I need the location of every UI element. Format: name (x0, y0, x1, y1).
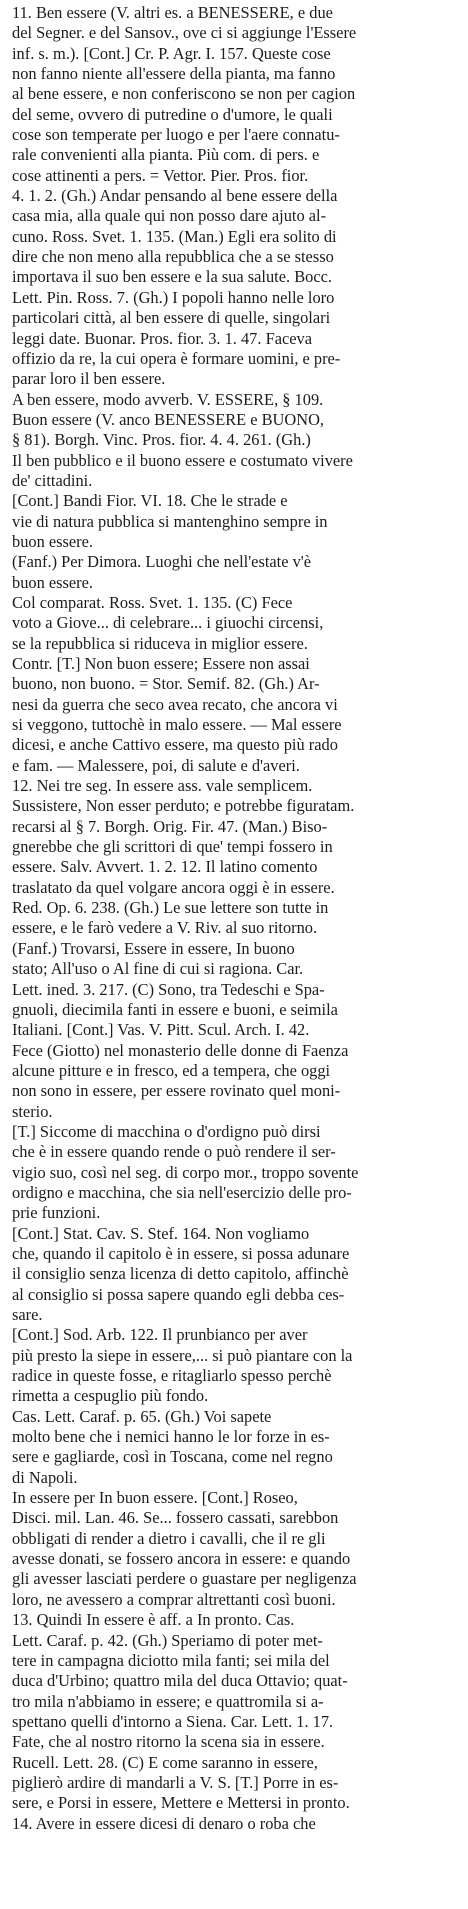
text-line: recarsi al § 7. Borgh. Orig. Fir. 47. (Man.) Biso- (12, 816, 328, 836)
text-line: 14. Avere in essere dicesi di denaro o roba che (12, 1813, 316, 1833)
text-line: non sono in essere, per essere rovinato quel moni- (12, 1081, 341, 1101)
text-line: rimetta a cespuglio più fondo. (12, 1386, 209, 1406)
text-line: In essere per In buon essere. [Cont.] Roseo, (12, 1488, 298, 1508)
text-line: voto a Giove... di celebrare... i giuochi circensi, (12, 613, 324, 633)
text-line: Cas. Lett. Caraf. p. 65. (Gh.) Voi sapete (12, 1406, 272, 1426)
text-line: importava il suo ben essere e la sua salute. Bocc. (12, 267, 332, 287)
text-line: offizio da re, la cui opera è formare uomini, e pre- (12, 348, 341, 368)
text-line: obbligati di render a dietro i cavalli, che il re gli (12, 1528, 326, 1548)
text-line: avesse donati, se fossero ancora in essere: e quando (12, 1549, 351, 1569)
text-line: § 81). Borgh. Vinc. Pros. fior. 4. 4. 261. (Gh.) (12, 430, 311, 450)
text-line: che, quando il capitolo è in essere, si possa adunare (12, 1243, 350, 1263)
text-line: tro mila n'abbiamo in essere; e quattromila si a- (12, 1691, 324, 1711)
text-line: gnerebbe che gli scrittori di que' tempi fossero in (12, 837, 333, 857)
text-line: particolari città, al ben essere di quelle, singolari (12, 308, 331, 328)
text-line: gnuoli, diecimila fanti in essere e buoni, e seimila (12, 999, 338, 1019)
text-line: Lett. ined. 3. 217. (C) Sono, tra Tedeschi e Spa- (12, 979, 325, 999)
text-line: (Fanf.) Trovarsi, Essere in essere, In buono (12, 938, 295, 958)
text-line: al consiglio si possa sapere quando egli debba ces- (12, 1284, 345, 1304)
text-line: Fate, che al nostro ritorno la scena sia in essere. (12, 1732, 325, 1752)
text-line: essere, e le farò vedere a V. Riv. al suo ritorno. (12, 918, 318, 938)
text-line: nesi da guerra che seco avea recato, che ancora vi (12, 694, 338, 714)
text-line: buono, non buono. = Stor. Semif. 82. (Gh.) Ar- (12, 674, 320, 694)
text-line: sere e gagliarde, così in Toscana, come nel regno (12, 1447, 333, 1467)
text-line: loro, ne avessero a comprar altrettanti così buoni. (12, 1589, 336, 1609)
text-line: e fam. — Malessere, poi, di salute e d'averi. (12, 755, 300, 775)
text-line: Italiani. [Cont.] Vas. V. Pitt. Scul. Arch. I. 42. (12, 1020, 310, 1040)
text-line: spettano quelli d'intorno a Siena. Car. Lett. 1. 17. (12, 1711, 334, 1731)
text-line: alcune pitture e in fresco, ed a tempera, che oggi (12, 1060, 331, 1080)
text-line: il consiglio senza licenza di detto capitolo, affinchè (12, 1264, 349, 1284)
text-line: al bene essere, e non conferiscono se non per cagion (12, 84, 356, 104)
text-line: non fanno niente all'essere della pianta, ma fanno (12, 64, 336, 84)
text-line: 11. Ben essere (V. altri es. a BENESSERE, e due (12, 3, 333, 22)
text-line: leggi date. Buonar. Pros. fior. 3. 1. 47. Faceva (12, 328, 312, 348)
text-line: cuno. Ross. Svet. 1. 135. (Man.) Egli era solito di (12, 226, 337, 246)
text-line: rale convenienti alla pianta. Più com. di pers. e (12, 145, 320, 165)
text-line: buon essere. (12, 572, 94, 592)
text-line: Lett. Pin. Ross. 7. (Gh.) I popoli hanno nelle loro (12, 287, 335, 307)
text-line: [T.] Siccome di macchina o d'ordigno può dirsi (12, 1121, 321, 1141)
text-line: tere in campagna diciotto mila fanti; sei mila del (12, 1650, 330, 1670)
text-line: traslatato da quel volgare ancora oggi è in essere. (12, 877, 335, 897)
text-line: [Cont.] Stat. Cav. S. Stef. 164. Non vogliamo (12, 1223, 310, 1243)
text-line: Sussistere, Non esser perduto; e potrebbe figuratam. (12, 796, 355, 816)
text-line: Col comparat. Ross. Svet. 1. 135. (C) Fece (12, 592, 293, 612)
text-line: 12. Nei tre seg. In essere ass. vale semplicem. (12, 776, 313, 796)
text-line: Contr. [T.] Non buon essere; Essere non assai (12, 654, 310, 673)
text-line: casa mia, alla quale qui non posso dare ajuto al- (12, 206, 327, 226)
text-line (12, 1854, 460, 1874)
text-line: di Napoli. (12, 1467, 78, 1487)
text-line: 13. Quindi In essere è aff. a In pronto. Cas. (12, 1610, 295, 1630)
text-line: cose son temperate per luogo e per l'aere connatu- (12, 125, 340, 145)
text-line: Il ben pubblico e il buono essere e costumato vivere (12, 450, 353, 470)
text-line: più presto la siepe in essere,... si può piantare con la (12, 1345, 353, 1365)
text-line: si veggono, tuttochè in malo essere. — Mal essere (12, 715, 342, 735)
text-line: essere. Salv. Avvert. 1. 2. 12. Il latino comento (12, 857, 318, 877)
text-line: [Cont.] Bandi Fior. VI. 18. Che le strade e (12, 491, 288, 511)
text-line: dicesi, e anche Cattivo essere, ma questo più rado (12, 735, 338, 755)
text-line: 4. 1. 2. (Gh.) Andar pensando al bene essere della (12, 186, 338, 206)
text-line: vie di natura pubblica si mantenghino sempre in (12, 511, 328, 531)
text-line: Red. Op. 6. 238. (Gh.) Le sue lettere son tutte in (12, 898, 329, 918)
text-line: cose attinenti a pers. = Vettor. Pier. Pros. fior. (12, 165, 309, 185)
text-line: sterio. (12, 1101, 53, 1121)
text-line: del seme, ovvero di putredine o d'umore, le quali (12, 104, 333, 124)
text-line: prie funzioni. (12, 1203, 101, 1223)
text-line: che è in essere quando rende o può rendere il ser- (12, 1142, 336, 1162)
text-line: Buon essere (V. anco BENESSERE e BUONO, (12, 409, 324, 429)
text-line: sare. (12, 1305, 43, 1324)
text-line: Lett. Caraf. p. 42. (Gh.) Speriamo di poter met- (12, 1630, 323, 1650)
text-line: gli avesser lasciati perdere o guastare per negligenza (12, 1569, 357, 1589)
text-line: inf. s. m.). [Cont.] Cr. P. Agr. I. 157. Queste cose (12, 43, 331, 63)
text-line: del Segner. e del Sansov., ove ci si aggiunge l'Essere (12, 23, 357, 43)
text-line: [Cont.] Sod. Arb. 122. Il prunbianco per aver (12, 1325, 308, 1345)
text-line: radice in queste fosse, e ritagliarlo spesso perchè (12, 1366, 332, 1386)
text-line (12, 1834, 460, 1854)
text-line: molto bene che i nemici hanno le lor forze in es- (12, 1427, 330, 1447)
text-line: sere, e Porsi in essere, Mettere e Mettersi in pronto. (12, 1793, 350, 1813)
text-line: de' cittadini. (12, 470, 93, 490)
text-line: parar loro il ben essere. (12, 369, 166, 389)
text-line: vigio suo, così nel seg. di corpo mor., troppo sovente (12, 1162, 359, 1182)
text-line: buon essere. (12, 531, 94, 551)
text-line: se la repubblica si riduceva in miglior essere. (12, 633, 308, 653)
text-line: (Fanf.) Per Dimora. Luoghi che nell'estate v'è (12, 552, 312, 572)
text-line: Disci. mil. Lan. 46. Se... fossero cassati, sarebbon (12, 1508, 339, 1528)
text-line: duca d'Urbino; quattro mila del duca Ottavio; quat- (12, 1671, 348, 1691)
text-line: stato; All'uso o Al fine di cui si ragiona. Car. (12, 959, 304, 979)
text-line: piglierò ardire di mandarli a V. S. [T.] Porre in es- (12, 1772, 339, 1792)
text-line: ordigno e macchina, che sia nell'esercizio delle pro- (12, 1182, 352, 1202)
text-line: A ben essere, modo avverb. V. ESSERE, § 109. (12, 389, 324, 409)
text-line: dire che non meno alla repubblica che a se stesso (12, 247, 334, 267)
text-line: Fece (Giotto) nel monasterio delle donne di Faenza (12, 1040, 349, 1060)
text-line: Rucell. Lett. 28. (C) E come saranno in essere, (12, 1752, 318, 1772)
